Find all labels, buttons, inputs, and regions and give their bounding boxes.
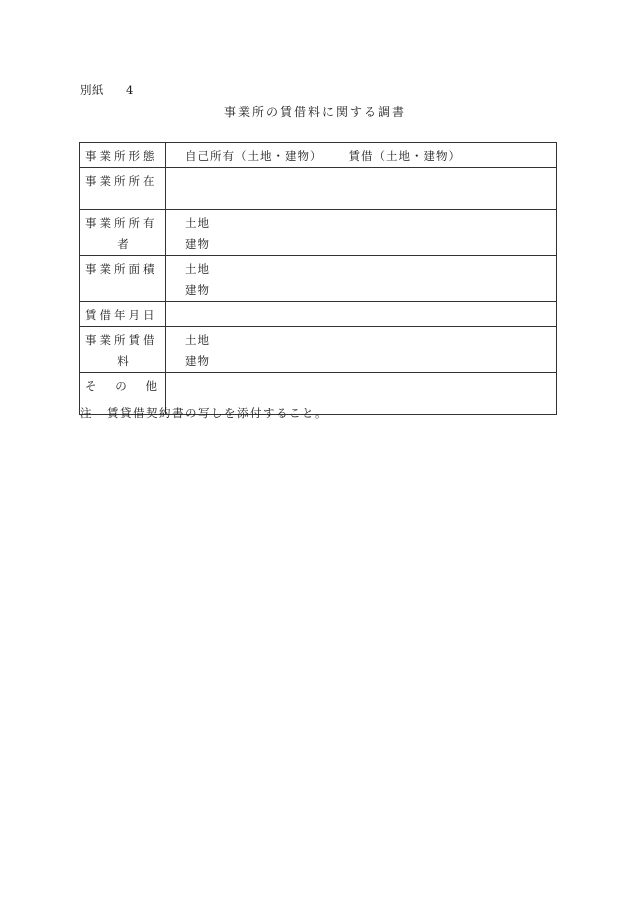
table-row-office-area (80, 256, 557, 302)
label-office-owner (80, 210, 166, 256)
document-title: 事業所の賃借料に関する調書 (223, 105, 406, 119)
option-owned: 自己所有（土地・建物） (185, 149, 323, 163)
value-office-type (166, 143, 557, 168)
label-office-rent-line2: 料 (117, 354, 129, 368)
attachment-label-text: 別紙 (80, 83, 104, 97)
table-row-office-owner (80, 210, 557, 256)
attachment-label (80, 82, 134, 98)
attachment-number: 4 (126, 83, 134, 97)
value-office-owner (166, 210, 557, 256)
label-other-char-3: 他 (145, 379, 157, 393)
table-row-office-location (80, 168, 557, 210)
value-lease-date (166, 302, 557, 327)
area-land-label: 土地 (185, 262, 210, 276)
value-office-location (166, 168, 557, 210)
label-other-char-2: の (115, 379, 127, 393)
label-other-char-1: そ (85, 379, 97, 393)
label-lease-date: 賃借年月日 (80, 302, 166, 327)
rent-land-label: 土地 (185, 333, 210, 347)
label-office-owner-line1: 事業所所有 (85, 216, 158, 230)
value-office-area (166, 256, 557, 302)
table-row-lease-date (80, 302, 557, 327)
label-office-owner-line2: 者 (117, 237, 129, 251)
label-other-text (85, 376, 157, 397)
option-rented: 賃借（土地・建物） (348, 149, 461, 163)
table-row-office-rent (80, 327, 557, 373)
label-office-location: 事業所所在 (80, 168, 166, 210)
footnote (80, 405, 328, 421)
table-row-office-type (80, 143, 557, 168)
rent-building-label: 建物 (185, 354, 210, 368)
value-office-rent (166, 327, 557, 373)
footnote-text: 賃貸借契約書の写しを添付すること。 (107, 406, 328, 420)
label-office-rent-line1: 事業所賃借 (85, 333, 158, 347)
rent-survey-table (79, 142, 557, 415)
footnote-mark: 注 (80, 406, 93, 420)
label-office-area: 事業所面積 (80, 256, 166, 302)
label-office-rent (80, 327, 166, 373)
owner-building-label: 建物 (185, 237, 210, 251)
owner-land-label: 土地 (185, 216, 210, 230)
area-building-label: 建物 (185, 283, 210, 297)
label-office-type: 事業所形態 (80, 143, 166, 168)
